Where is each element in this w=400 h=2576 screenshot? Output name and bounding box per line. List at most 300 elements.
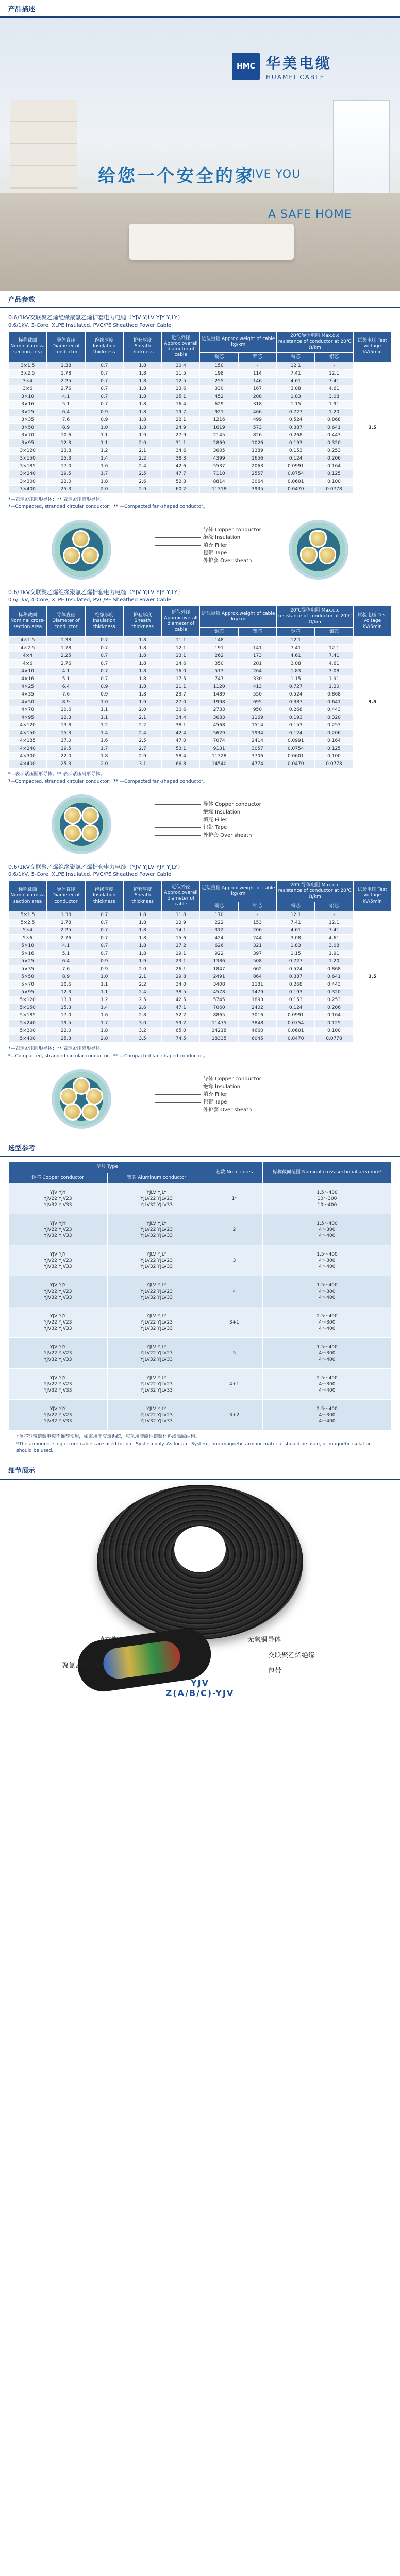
table-cell: 1026 (238, 439, 276, 447)
label-sheath: 外护套 Over sheath (203, 833, 252, 838)
table-cell: 4×95 (9, 714, 47, 722)
th-cores: 芯数 No.of cores (206, 1162, 263, 1183)
th-weight: 近似重量 Approx.weight of cable kg/km (200, 606, 277, 628)
table-cell: 7.6 (47, 691, 85, 699)
section-detail: 细节展示 (0, 1462, 400, 1480)
table-cell: 25.3 (47, 1035, 85, 1043)
table-cell: 4×2.5 (9, 645, 47, 652)
th-test-voltage: 试验电压 Test voltage kV/5min (353, 332, 391, 362)
table-cell: 0.206 (315, 455, 353, 463)
table-cell: 573 (238, 424, 276, 432)
table-cell: 1.1 (85, 432, 123, 439)
cross-section-4core (0, 790, 400, 857)
table-cell: 0.0601 (277, 753, 315, 760)
table-cell: 1.8 (123, 660, 161, 668)
table-cell: 26.1 (162, 965, 200, 973)
table-cell: 13.1 (162, 652, 200, 660)
table-cell: 1.38 (47, 362, 85, 370)
table-row (9, 737, 392, 745)
table-row (9, 950, 392, 958)
table-cell: 4×400 (9, 760, 47, 768)
th-copper: 铜芯 Copper conductor (9, 1173, 108, 1183)
core-icon (81, 1103, 99, 1121)
table-cell: 4.1 (47, 668, 85, 675)
table-cell: 5×1.5 (9, 911, 47, 919)
table-cell: - (238, 637, 276, 645)
table-cell: 3848 (238, 1020, 276, 1027)
table-cell: 2.2 (123, 722, 161, 730)
table-cell: 1.6 (85, 737, 123, 745)
label-conductor: 导体 Copper conductor (203, 802, 261, 807)
table-cell: 4×50 (9, 699, 47, 706)
table-cell: 1.91 (315, 950, 353, 958)
table-cell: 2.8 (123, 1012, 161, 1020)
table-row (9, 1307, 392, 1338)
table-cell: 0.0754 (277, 1020, 315, 1027)
table-cell: 10.4 (162, 362, 200, 370)
table-cell: 1.8 (123, 911, 161, 919)
table-cell: - (315, 362, 353, 370)
slogan-cn: 给您一个安全的家 (98, 166, 255, 187)
table-cell: 34.4 (162, 714, 200, 722)
table-cell: 2.4 (123, 463, 161, 470)
selection-note-en: *The armoured single-core cables are used for d.c. System only. As for a.c. System, non-magnetic armour material should be used, or magnetic isolation should be used. (16, 1441, 372, 1454)
table-cell: 19.5 (47, 470, 85, 478)
table-row (9, 691, 392, 699)
table-row (9, 455, 392, 463)
selection-notes (8, 1431, 392, 1455)
table-cell: 2491 (200, 973, 238, 981)
table-cell: 0.125 (315, 470, 353, 478)
table-cell: 12.1 (277, 637, 315, 645)
sel-area: 2.5～400 4～300 4～400 (263, 1307, 392, 1338)
table-cell: 2.6 (123, 478, 161, 486)
sel-area: 1.5～400 4～300 4～400 (263, 1245, 392, 1276)
table-cell: 4.61 (277, 652, 315, 660)
label-filler: 填充物 (98, 1636, 119, 1644)
table-cell: 0.125 (315, 745, 353, 753)
table-cell: 12.1 (162, 645, 200, 652)
table-row (9, 1035, 392, 1043)
table-cell: 2.25 (47, 378, 85, 385)
table-cell: 22.0 (47, 753, 85, 760)
table-cell: 198 (200, 370, 238, 378)
label-insulation: 绝缘 Insulation (203, 535, 241, 540)
table-cell: 65.0 (162, 1027, 200, 1035)
th-area: 标称截面 Nominal cross-section area (9, 881, 47, 911)
table-cell: 5×400 (9, 1035, 47, 1043)
table-cell: 2.25 (47, 652, 85, 660)
table-row (9, 370, 392, 378)
table-cell: 4×300 (9, 753, 47, 760)
table-cell: 13.6 (162, 385, 200, 393)
table-cell: 0.7 (85, 385, 123, 393)
th-sheath: 护套厚度 Sheath thickness (123, 606, 161, 637)
table-row (9, 1183, 392, 1214)
note-cn: *—表示紧压圆形导体；** 表示紧压扇形导体。 (8, 1046, 105, 1052)
label-sheath: 外护套 Over sheath (203, 558, 252, 564)
table-cell: 191 (200, 645, 238, 652)
table-cell: 0.124 (277, 455, 315, 463)
cross-labels (155, 1075, 261, 1114)
th-sheath: 护套厚度 Sheath thickness (123, 881, 161, 911)
table-cell: 0.0991 (277, 1012, 315, 1020)
spec-block-5core (0, 857, 400, 1132)
table-cell: 25.3 (47, 760, 85, 768)
table-cell: 7.6 (47, 965, 85, 973)
label-pvc: 聚氯乙烯护套 (62, 1662, 103, 1670)
label-tape: 包带 Tape (203, 550, 227, 556)
table-cell: 31.1 (162, 439, 200, 447)
table-cell: 206 (238, 927, 276, 935)
table-row (9, 409, 392, 416)
th-res-al: 铝芯 (315, 352, 353, 362)
table-cell: 58.4 (162, 753, 200, 760)
table-cell: 4×120 (9, 722, 47, 730)
table-cell: 1.8 (123, 652, 161, 660)
table-cell: 3.08 (315, 668, 353, 675)
table-cell: 7.6 (47, 416, 85, 424)
th-insulation: 绝缘厚度 Insulation thickness (85, 881, 123, 911)
table-cell: 1934 (238, 730, 276, 737)
table-cell: 0.100 (315, 478, 353, 486)
table-cell: 264 (238, 668, 276, 675)
table-cell: 1.91 (315, 675, 353, 683)
table-cell: 629 (200, 401, 238, 409)
sel-area: 2.5～400 4～300 4～400 (263, 1400, 392, 1431)
table-cell: 0.9 (85, 691, 123, 699)
th-res-al: 铝芯 (315, 627, 353, 636)
table-row (9, 652, 392, 660)
table-cell: 8865 (200, 1012, 238, 1020)
table-cell: 1514 (238, 722, 276, 730)
table-cell: 13.8 (47, 447, 85, 455)
table-cell: 0.0778 (315, 1035, 353, 1043)
table-cell: 148 (200, 637, 238, 645)
table-cell: 0.0991 (277, 737, 315, 745)
table-cell: 1.8 (123, 942, 161, 950)
table-cell: 5537 (200, 463, 238, 470)
table-row (9, 981, 392, 989)
table-cell: 1.8 (123, 637, 161, 645)
table-row (9, 722, 392, 730)
th-res-cu: 铜芯 (277, 902, 315, 911)
table-cell: 1.7 (85, 745, 123, 753)
table-cell: - (315, 637, 353, 645)
table-cell: 452 (200, 393, 238, 401)
table-cell: 1.8 (123, 645, 161, 652)
table-cell: 2.4 (123, 989, 161, 996)
sel-cores: 4 (206, 1276, 263, 1307)
spec-subtitle: 0.6/1kV, 5-Core, XLPE Insulated, PVC/PE Sheathed Power Cable. (8, 872, 173, 877)
table-cell: 12.1 (315, 645, 353, 652)
table-cell: 14540 (200, 760, 238, 768)
table-row (9, 1012, 392, 1020)
table-cell: 0.320 (315, 714, 353, 722)
table-row (9, 668, 392, 675)
th-weight-cu: 铜芯 (200, 352, 238, 362)
table-cell: 4×185 (9, 737, 47, 745)
table-cell: 5.1 (47, 401, 85, 409)
table-row (9, 699, 392, 706)
table-cell: 5×240 (9, 1020, 47, 1027)
table-cell: 0.193 (277, 714, 315, 722)
cross-labels (155, 801, 261, 839)
table-cell: 6.4 (47, 683, 85, 691)
sel-area: 1.5～400 10～300 10～400 (263, 1183, 392, 1214)
table-cell: 52.3 (162, 478, 200, 486)
table-cell: 15.3 (47, 455, 85, 463)
room-sofa-image (129, 224, 294, 260)
table-cell: 0.7 (85, 942, 123, 950)
table-cell: 15.1 (162, 393, 200, 401)
th-test-voltage: 试验电压 Test voltage kV/5min (353, 606, 391, 637)
table-row (9, 362, 392, 370)
table-cell: 1.8 (123, 691, 161, 699)
table-cell: 3.08 (315, 942, 353, 950)
table-cell: 3×185 (9, 463, 47, 470)
table-cell: 15.6 (162, 935, 200, 942)
table-cell: 0.153 (277, 996, 315, 1004)
table-row (9, 745, 392, 753)
table-cell: 167 (238, 385, 276, 393)
table-cell: 2.76 (47, 935, 85, 942)
table-row (9, 683, 392, 691)
table-cell: 5×50 (9, 973, 47, 981)
table-cell: 0.443 (315, 981, 353, 989)
table-cell: 222 (200, 919, 238, 927)
table-cell: 0.7 (85, 370, 123, 378)
table-cell: 1489 (200, 691, 238, 699)
table-cell: 11.8 (162, 911, 200, 919)
table-cell: 2.7 (123, 745, 161, 753)
table-cell: 0.524 (277, 965, 315, 973)
table-cell: 0.9 (85, 416, 123, 424)
table-cell: 0.268 (277, 432, 315, 439)
table-cell: 11.5 (162, 370, 200, 378)
model-zyjv: Z(A/B/C)-YJV (165, 1688, 235, 1698)
table-cell: 42.4 (162, 730, 200, 737)
table-row (9, 973, 392, 981)
table-cell: 0.164 (315, 737, 353, 745)
table-cell: 0.193 (277, 989, 315, 996)
table-cell: 1.0 (85, 424, 123, 432)
table-cell: 513 (200, 668, 238, 675)
table-cell: 4×150 (9, 730, 47, 737)
table-cell: 0.641 (315, 699, 353, 706)
table-cell: 173 (238, 652, 276, 660)
table-cell: 0.9 (85, 683, 123, 691)
th-area: 标称截面 Nominal cross-section area (9, 606, 47, 637)
table-cell: 1479 (238, 989, 276, 996)
core-icon (64, 824, 81, 842)
table-cell: 0.0754 (277, 745, 315, 753)
table-row (9, 401, 392, 409)
table-cell: 3×150 (9, 455, 47, 463)
table-cell: 4×16 (9, 675, 47, 683)
sel-area: 1.5～400 4～300 4～400 (263, 1214, 392, 1245)
th-resistance: 20℃导体电阻 Max.d.c resistance of conductor at 20℃ Ω/km (277, 881, 354, 902)
table-cell: 0.268 (277, 981, 315, 989)
table-cell: 3×35 (9, 416, 47, 424)
table-cell: 4×4 (9, 652, 47, 660)
spec-notes (0, 1043, 400, 1060)
table-cell: 6045 (238, 1035, 276, 1043)
table-cell: 0.641 (315, 973, 353, 981)
table-cell: 60.2 (162, 486, 200, 494)
table-cell: 17.0 (47, 463, 85, 470)
table-cell: 0.7 (85, 660, 123, 668)
table-cell: 7.41 (277, 370, 315, 378)
label-insulation: 绝缘 Insulation (203, 809, 241, 815)
table-cell: 2557 (238, 470, 276, 478)
table-cell: 1.2 (85, 722, 123, 730)
section-selection: 选型参考 (0, 1139, 400, 1157)
table-cell: 1.8 (123, 393, 161, 401)
th-overall-diameter: 近似外径 Approx.overall diameter of cable (162, 332, 200, 362)
table-cell: 1.38 (47, 637, 85, 645)
table-cell: 4×10 (9, 668, 47, 675)
table-cell: 3.5 (123, 1035, 161, 1043)
table-cell: 5×4 (9, 927, 47, 935)
table-cell: 0.0470 (277, 486, 315, 494)
th-diameter: 导体直径 Diameter of conductor (47, 606, 85, 637)
table-row (9, 730, 392, 737)
spec-title: 0.6/1kV交联聚乙烯绝缘聚氯乙烯护套电力电缆（YJV YJLV YJY YJLY） (8, 863, 184, 870)
table-row (9, 447, 392, 455)
table-cell: 0.443 (315, 706, 353, 714)
table-cell: 5×35 (9, 965, 47, 973)
table-cell: 1.83 (277, 942, 315, 950)
table-cell: 5×70 (9, 981, 47, 989)
th-type: 型号 Type (9, 1162, 206, 1173)
table-cell: 13.8 (47, 722, 85, 730)
label-filler: 填充 Filler (203, 817, 227, 823)
core-icon (81, 547, 99, 564)
table-cell: 2.1 (123, 714, 161, 722)
table-cell: 0.727 (277, 683, 315, 691)
table-cell: 7.41 (315, 927, 353, 935)
table-cell: 0.727 (277, 958, 315, 965)
table-cell: 18335 (200, 1035, 238, 1043)
table-cell: 8.9 (47, 699, 85, 706)
table-cell: 1.6 (85, 1012, 123, 1020)
table-cell: 1847 (200, 965, 238, 973)
model-yjv: YJV (191, 1677, 209, 1688)
table-cell: 0.153 (277, 447, 315, 455)
table-cell: 14.6 (162, 660, 200, 668)
table-cell: 0.524 (277, 691, 315, 699)
table-cell: 6.4 (47, 409, 85, 416)
table-cell: 3×16 (9, 401, 47, 409)
table-cell: 12.3 (47, 714, 85, 722)
table-cell: 4774 (238, 760, 276, 768)
table-cell: 0.164 (315, 1012, 353, 1020)
table-row (9, 1400, 392, 1431)
th-resistance: 20℃导体电阻 Max.d.c resistance of conductor at 20℃ Ω/km (277, 606, 354, 628)
th-weight: 近似重量 Approx.weight of cable kg/km (200, 881, 277, 902)
sel-copper: YJV YJY YJV22 YJV23 YJV32 YJV33 (9, 1214, 108, 1245)
table-cell: 626 (200, 942, 238, 950)
table-cell: - (238, 911, 276, 919)
th-weight: 近似重量 Approx.weight of cable kg/km (200, 332, 277, 353)
table-cell: 1.8 (123, 409, 161, 416)
table-cell: 3×6 (9, 385, 47, 393)
table-row (9, 660, 392, 668)
note-en: *—Compacted, stranded circular conductor；** —Compacted fan-shaped conductor。 (8, 1053, 208, 1059)
table-cell: 1.9 (123, 432, 161, 439)
table-cell: 0.125 (315, 1020, 353, 1027)
table-cell: 1.8 (123, 675, 161, 683)
table-row (9, 1245, 392, 1276)
core-icon (64, 807, 81, 824)
table-cell: 466 (238, 409, 276, 416)
table-cell: 74.5 (162, 1035, 200, 1043)
table-cell: 5×300 (9, 1027, 47, 1035)
table-cell: 0.124 (277, 1004, 315, 1012)
table-cell: 0.524 (277, 416, 315, 424)
table-cell: 14.1 (162, 927, 200, 935)
label-conductor: 导体 Copper conductor (203, 1076, 261, 1082)
table-row (9, 927, 392, 935)
table-cell: 244 (238, 935, 276, 942)
table-cell: 3×2.5 (9, 370, 47, 378)
table-row (9, 378, 392, 385)
cross-labels (155, 526, 261, 565)
table-cell: 922 (200, 950, 238, 958)
table-cell: 12.1 (277, 911, 315, 919)
brand-name-en: HUAMEI CABLE (266, 74, 325, 81)
slogan-en-line1: GIVE YOU (242, 168, 301, 181)
table-cell: 4×1.5 (9, 637, 47, 645)
sel-copper: YJV YJY YJV22 YJV23 YJV32 YJV33 (9, 1183, 108, 1214)
sel-cores: 5 (206, 1338, 263, 1369)
table-cell: 1.8 (85, 1027, 123, 1035)
table-cell: 499 (238, 416, 276, 424)
table-cell: 1.2 (85, 996, 123, 1004)
table-cell: 0.0778 (315, 760, 353, 768)
table-cell: 52.2 (162, 1012, 200, 1020)
table-row (9, 393, 392, 401)
table-cell: - (315, 911, 353, 919)
sel-aluminum: YJLV YJLY YJLV22 YJLV23 YJLV32 YJLV33 (107, 1245, 206, 1276)
table-cell: 4×35 (9, 691, 47, 699)
table-cell: 0.443 (315, 432, 353, 439)
table-cell: 4.61 (315, 935, 353, 942)
table-cell: 47.1 (162, 1004, 200, 1012)
hero-banner (0, 18, 400, 291)
table-row (9, 463, 392, 470)
sel-aluminum: YJLV YJLY YJLV22 YJLV23 YJLV32 YJLV33 (107, 1214, 206, 1245)
table-cell: 12.3 (47, 989, 85, 996)
table-cell: 3.08 (277, 385, 315, 393)
table-cell: 0.7 (85, 378, 123, 385)
th-insulation: 绝缘厚度 Insulation thickness (85, 332, 123, 362)
table-cell: 12.3 (47, 439, 85, 447)
table-cell: 0.387 (277, 424, 315, 432)
th-res-cu: 铜芯 (277, 627, 315, 636)
table-cell: 3×50 (9, 424, 47, 432)
table-row (9, 1276, 392, 1307)
table-row (9, 935, 392, 942)
table-cell: 146 (238, 378, 276, 385)
table-cell: 19.7 (162, 409, 200, 416)
table-cell: 4×240 (9, 745, 47, 753)
sel-aluminum: YJLV YJLY YJLV22 YJLV23 YJLV32 YJLV33 (107, 1400, 206, 1431)
table-cell: 3.0 (123, 1020, 161, 1027)
table-cell: 2869 (200, 439, 238, 447)
cross-section-5core (0, 1065, 400, 1132)
